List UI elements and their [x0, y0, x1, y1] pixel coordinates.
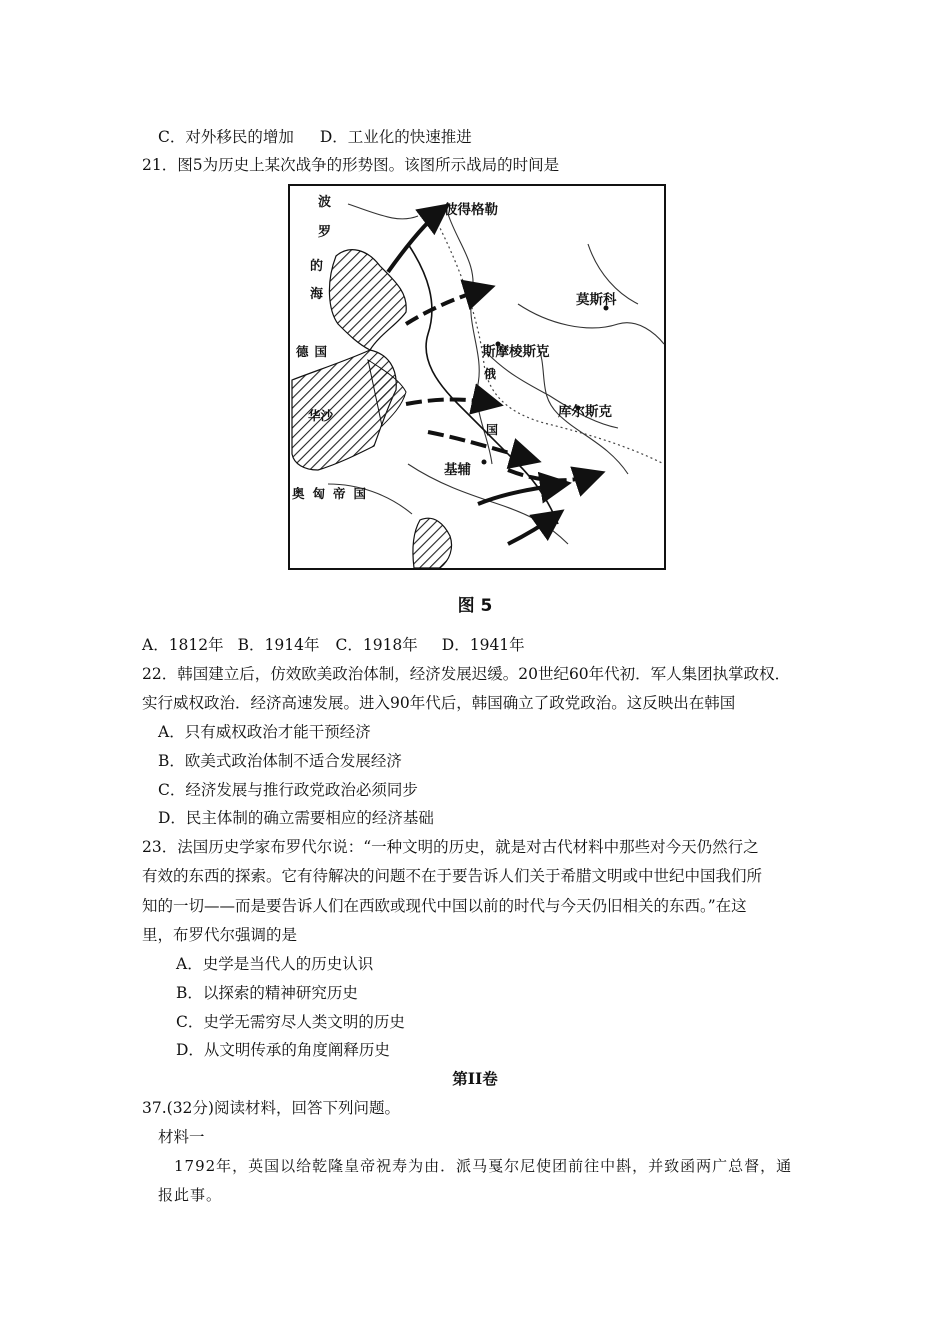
- label-russia-1: 俄: [484, 367, 497, 381]
- q23-option-d: D．从文明传承的角度阐释历史: [176, 1041, 390, 1059]
- label-smolensk: 斯摩棱斯克: [482, 344, 550, 360]
- label-kiev: 基辅: [444, 462, 471, 478]
- part2-title: 第II卷: [452, 1069, 498, 1088]
- q21-option-d: D．1941年: [441, 636, 525, 654]
- q23-option-c: C．史学无需穷尽人类文明的历史: [176, 1013, 405, 1031]
- label-russia-2: 国: [486, 423, 499, 437]
- q20-options: [158, 127, 472, 147]
- q22-stem-line2: 实行威权政治．经济高速发展。进入90年代后，韩国确立了政党政治。这反映出在韩国: [142, 694, 736, 712]
- q23-stem-line1: 23．法国历史学家布罗代尔说：“一种文明的历史，就是对古代材料中那些对今天仍然行之: [142, 838, 759, 856]
- q23-option-b: B．以探索的精神研究历史: [176, 984, 358, 1002]
- q22-option-c: C．经济发展与推行政党政治必须同步: [158, 781, 418, 799]
- q22-option-b: B．欧美式政治体制不适合发展经济: [158, 752, 402, 770]
- label-baltic-3: 的: [310, 259, 324, 274]
- q37-stem: 37.(32分)阅读材料，回答下列问题。: [142, 1099, 400, 1117]
- label-warsaw: 华沙: [308, 408, 334, 423]
- label-austria-hungary: 奥匈帝国: [292, 486, 375, 501]
- q21-stem: 21．图5为历史上某次战争的形势图。该图所示战局的时间是: [142, 156, 560, 174]
- q37-material-line1: 1792年，英国以给乾隆皇帝祝寿为由．派马戛尔尼使团前往中斟，并致函两广总督，通: [174, 1157, 793, 1175]
- label-moscow: 莫斯科: [576, 292, 617, 308]
- q21-option-a: A．1812年: [142, 636, 224, 654]
- q20-option-c: C．对外移民的增加: [158, 128, 294, 146]
- label-baltic-2: 罗: [318, 225, 332, 240]
- label-baltic-4: 海: [310, 287, 324, 302]
- q21-option-c: C．1918年: [335, 636, 418, 654]
- label-germany: 德国: [296, 344, 334, 359]
- q21-options: [142, 635, 525, 655]
- q22-stem-line1: 22．韩国建立后，仿效欧美政治体制，经济发展迟缓。20世纪60年代初．军人集团执掌政权．: [142, 665, 791, 683]
- figure-caption: 图 5: [457, 596, 493, 616]
- q22-option-d: D．民主体制的确立需要相应的经济基础: [158, 809, 434, 827]
- q23-option-a: A．史学是当代人的历史认识: [176, 955, 374, 973]
- q37-material-line2: 报此事。: [158, 1186, 223, 1204]
- q23-stem-line2: 有效的东西的探索。它有待解决的问题不在于要告诉人们关于希腊文明或中世纪中国我们所: [142, 867, 763, 885]
- label-kursk: 库尔斯克: [558, 404, 612, 420]
- q37-material-title: 材料一: [158, 1128, 205, 1146]
- label-petrograd: 彼得格勒: [444, 202, 498, 218]
- q23-stem-line4: 里，布罗代尔强调的是: [142, 926, 298, 944]
- war-situation-map: [288, 184, 666, 570]
- q22-option-a: A．只有威权政治才能干预经济: [158, 723, 371, 741]
- q20-option-d: D．工业化的快速推进: [319, 128, 472, 146]
- label-baltic-1: 波: [318, 195, 332, 210]
- q21-option-b: B．1914年: [237, 636, 320, 654]
- q23-stem-line3: 知的一切——而是要告诉人们在西欧或现代中国以前的时代与今天仍旧相关的东西。”在这: [142, 897, 747, 915]
